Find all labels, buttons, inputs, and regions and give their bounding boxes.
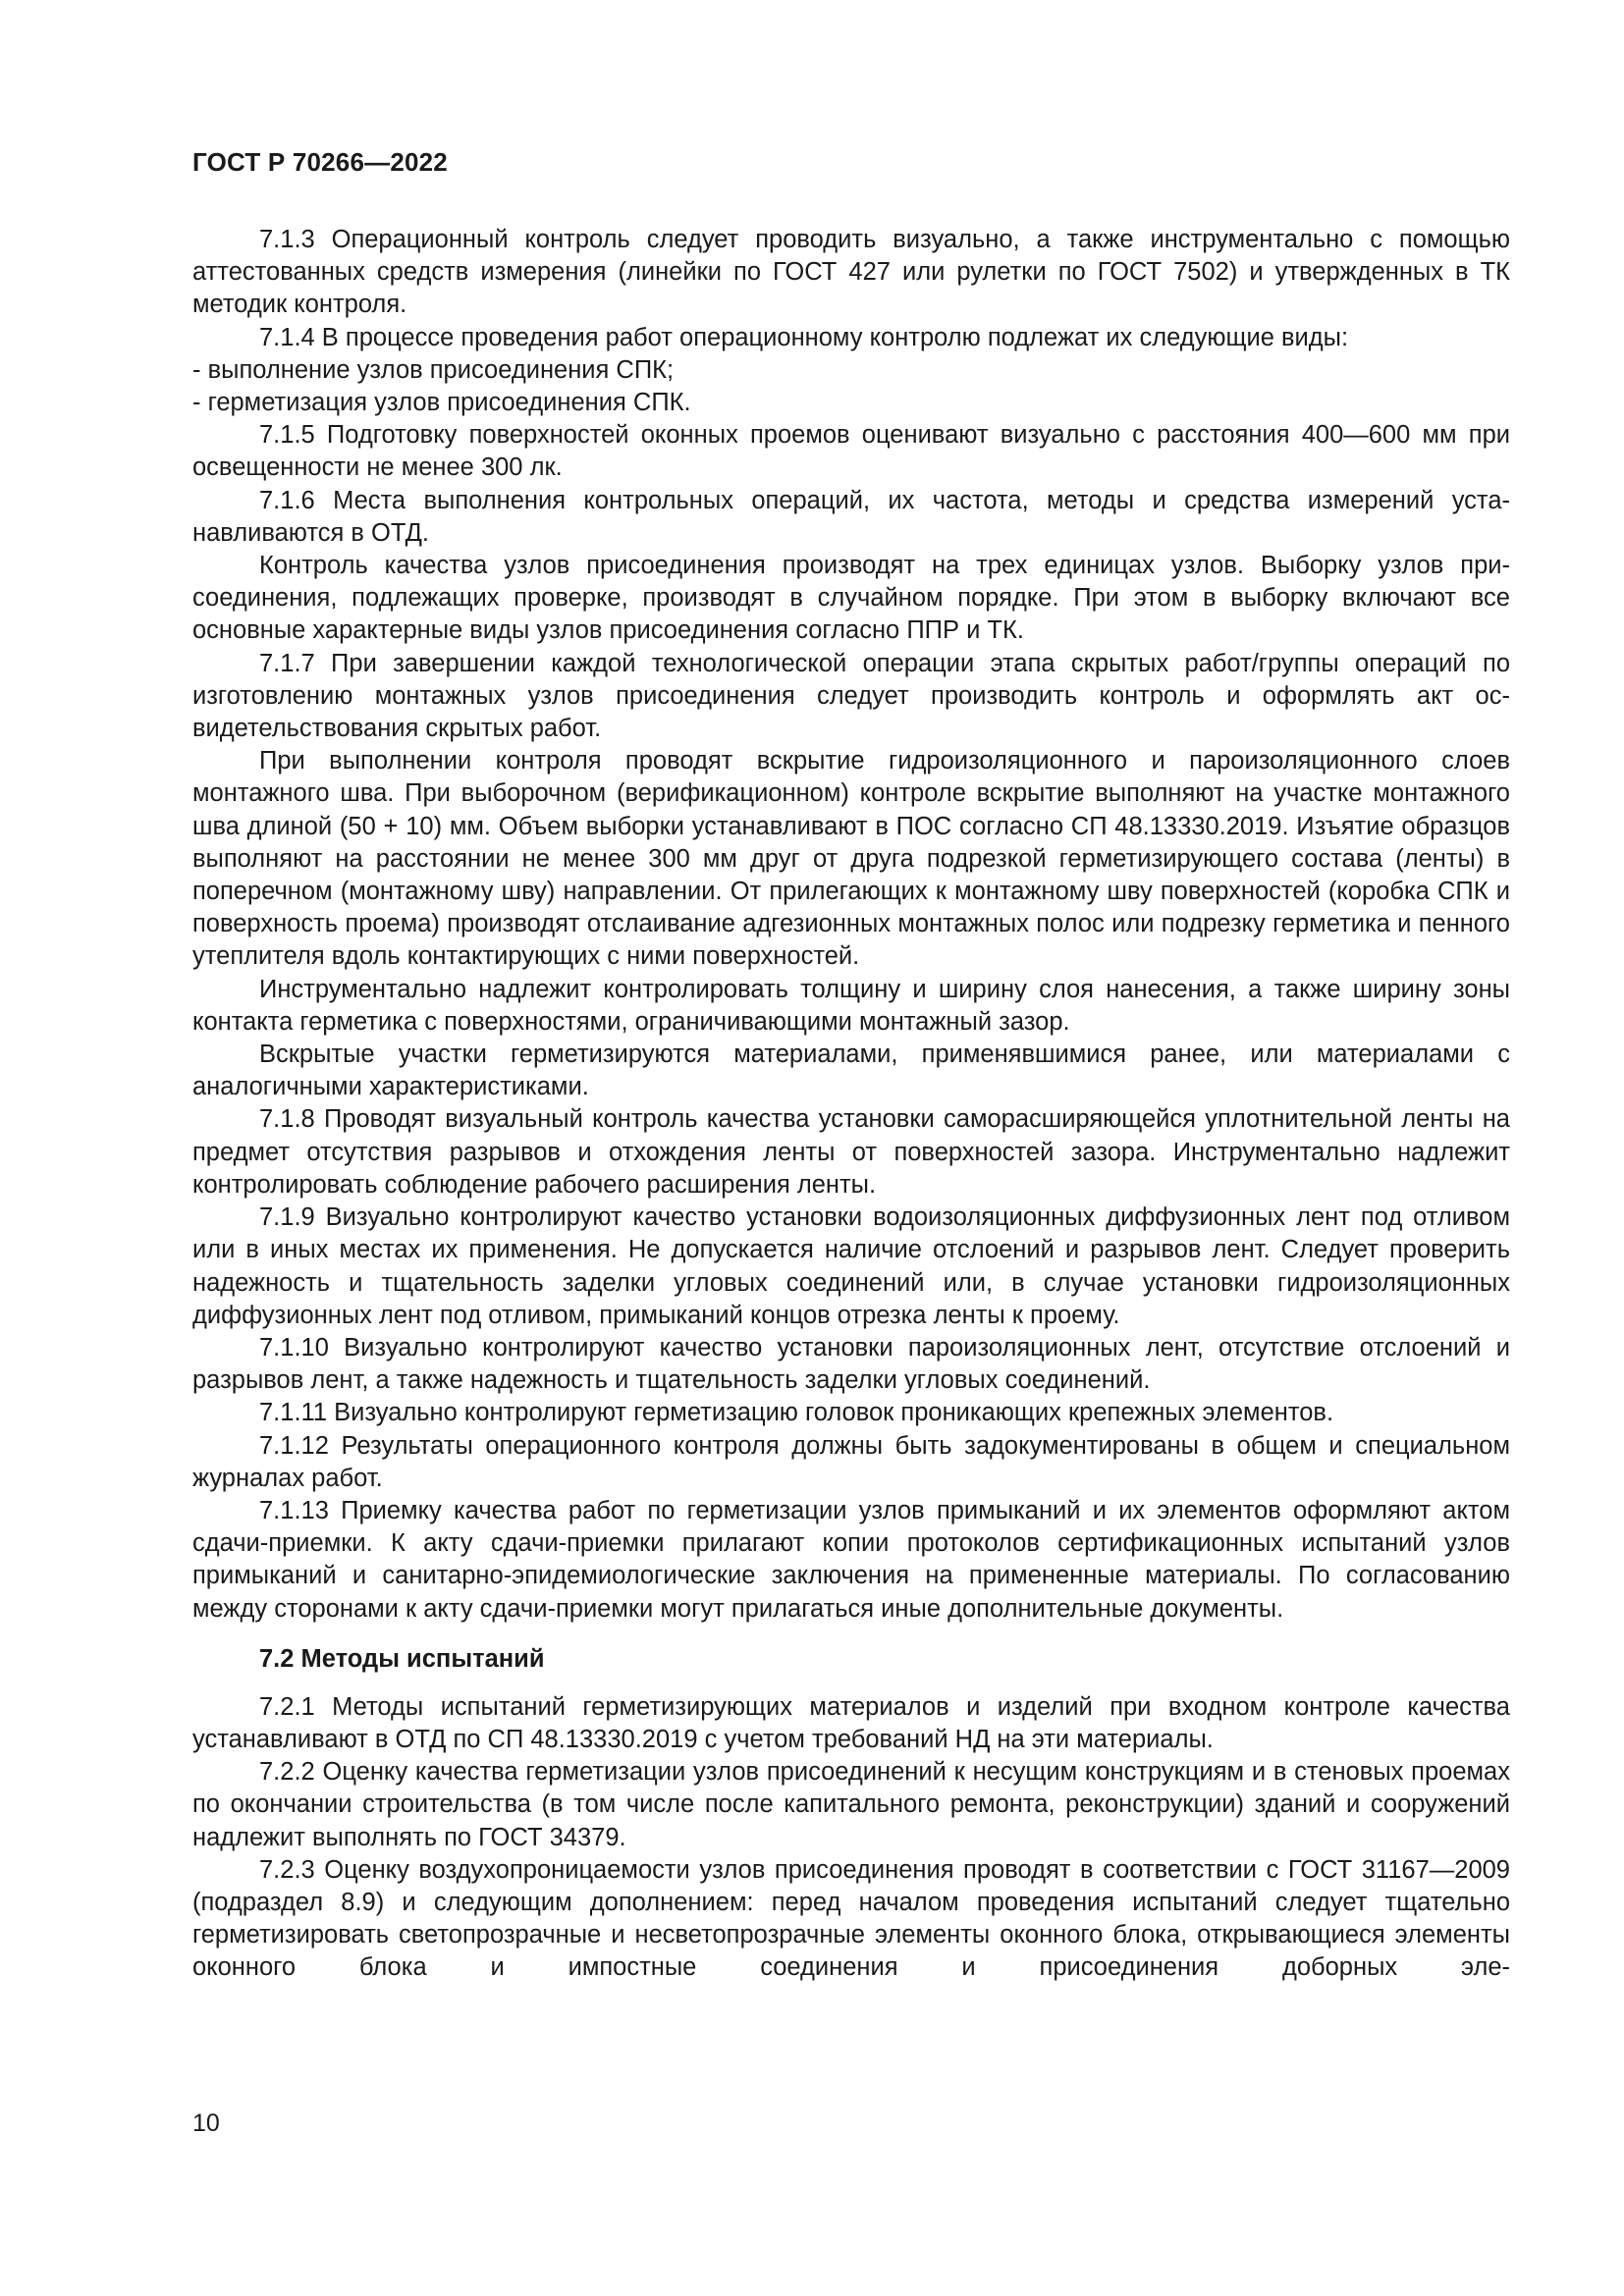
paragraph: 7.2.2 Оценку качества герметизации узлов присоединений к несущим конструкциям и в стеновых проемах по окончании строительства (в том числе после капитального ремонта, реконструкции) зданий и сооружений надлежит выполнять по ГОСТ 34379. [192,1758,1510,1851]
document-header: ГОСТ Р 70266—2022 [192,147,448,177]
list-item: - выполнение узлов присоединения СПК; [192,355,675,384]
paragraph: 7.1.10 Визуально контролируют качество установки пароизоляционных лент, отсутствие отслоений и разрывов лент, а также надежность и тщательность заделки угловых соединений. [192,1333,1510,1395]
paragraph: 7.1.12 Результаты операционного контроля должны быть задокументированы в общем и специальном журналах работ. [192,1431,1510,1492]
paragraph: 7.1.3 Операционный контроль следует проводить визуально, а также инструментально с помощью аттестованных средств измерения (линейки по ГОСТ 427 или рулетки по ГОСТ 7502) и утвержденных в ТК методик контроля. [192,226,1510,319]
paragraph: 7.1.13 Приемку качества работ по герметизации узлов примыканий и их элементов оформляют актом сдачи-приемки. К акту сдачи-приемки прилагают копии протоколов сертификационных испытаний узлов примыканий и санитарно-эпидемиологические заключения на примененные материалы. По согласованию между сторонами к акту сдачи-приемки могут прилагаться иные дополнительные документы. [192,1496,1510,1623]
section-7-2-content [192,1691,1510,1985]
paragraph: 7.2.3 Оценку воздухопроницаемости узлов присоединения проводят в соответствии с ГОСТ 31167—2009 (подраздел 8.9) и следующим дополнением: перед началом проведения испытаний следует тщательно герметизировать светопрозрачные и несветопрозрачные элементы оконного блока, открывающиеся элементы оконного блока и импостные соединения и присоединения доборных эле- [192,1855,1510,1982]
paragraph: 7.1.5 Подготовку поверхностей оконных проемов оценивают визуально с расстояния 400—600 мм при освещенности не менее 300 лк. [192,421,1510,482]
list-item: - герметизация узлов присоединения СПК. [192,389,691,417]
paragraph: 7.1.8 Проводят визуальный контроль качества установки саморасширяющейся уплотнительной ленты на предмет отсутствия разрывов и отхождения ленты от поверхностей зазора. Инструментально надлежит контролировать соблюдение рабочего расширения ленты. [192,1105,1510,1199]
paragraph: 7.1.11 Визуально контролируют герметизацию головок проникающих крепежных элементов. [259,1399,1334,1427]
paragraph: 7.2.1 Методы испытаний герметизирующих материалов и изделий при входном контроле качества устанавливают в ОТД по СП 48.13330.2019 с учетом требований НД на эти материалы. [192,1692,1510,1753]
paragraph: 7.1.7 При завершении каждой технологической операции этапа скрытых работ/группы операций по изготовлению монтажных узлов присоединения следует производить контроль и оформлять акт освидетельствования скрытых работ. [192,649,1510,743]
section-7-1-content [192,224,1510,1626]
paragraph: 7.1.4 В процессе проведения работ операционному контролю подлежат их следующие виды: [259,323,1349,351]
paragraph: Контроль качества узлов присоединения производят на трех единицах узлов. Выборку узлов присоединения, подлежащих проверке, производят в случайном порядке. При этом в выборку включают все основные характерные виды узлов присоединения согласно ППР и ТК. [192,552,1510,645]
document-body [192,224,1510,1985]
page-number: 10 [192,2109,220,2137]
paragraph: Инструментально надлежит контролировать толщину и ширину слоя нанесения, а также ширину зоны контакта герметика с поверхностями, ограничивающими монтажный зазор. [192,975,1510,1036]
paragraph: Вскрытые участки герметизируются материалами, применявшимися ранее, или материалами с аналогичными характеристиками. [192,1041,1510,1101]
paragraph: 7.1.6 Места выполнения контрольных операций, их частота, методы и средства измерений устанавливаются в ОТД. [192,486,1510,547]
paragraph: 7.1.9 Визуально контролируют качество установки водоизоляционных диффузионных лент под отливом или в иных местах их применения. Не допускается наличие отслоений и разрывов лент. Следует проверить надежность и тщательность заделки угловых соединений или, в случае установки гидроизоляционных диффузионных лент под отливом, примыканий концов отрезка ленты к проему. [192,1203,1510,1329]
paragraph: При выполнении контроля проводят вскрытие гидроизоляционного и пароизоляционного слоев монтажного шва. При выборочном (верификационном) контроле вскрытие выполняют на участке монтажного шва длиной (50 + 10) мм. Объем выборки устанавливают в ПОС согласно СП 48.13330.2019. Изъятие образцов выполняют на расстоянии не менее 300 мм друг от друга подрезкой герметизирующего состава (ленты) в поперечном (монтажному шву) направлении. От прилегающих к монтажному шву поверхностей (коробка СПК и поверхность проема) производят отслаивание адгезионных монтажных полос или подрезку герметика и пенного утеплителя вдоль контактирующих с ними поверхностей. [192,747,1510,971]
section-heading: 7.2 Методы испытаний [259,1644,545,1673]
